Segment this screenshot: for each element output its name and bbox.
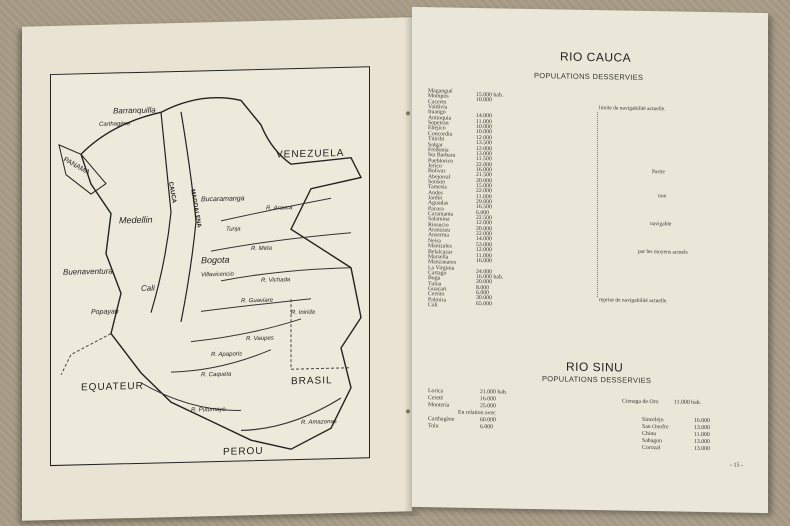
right-page: [412, 7, 768, 513]
note-reprise: reprise de navigabilité actuelle.: [599, 297, 668, 305]
label-perou: PEROU: [223, 445, 264, 458]
label-carthagene: Carthagène: [99, 121, 131, 128]
town-population: 8.000: [476, 284, 490, 291]
town-population: 16.000 hab.: [476, 273, 504, 281]
town-name: Abejorral: [428, 173, 451, 181]
list-item: [428, 423, 520, 432]
town-population: 13.000: [694, 438, 710, 446]
town-name: Salamina: [428, 216, 450, 223]
town-name: Corozal: [642, 444, 661, 452]
town-population: 16.500: [476, 204, 492, 211]
sinu-title: RIO SINU: [566, 359, 624, 375]
town-name: Valdivia: [428, 104, 448, 111]
town-name: Titiribi: [428, 136, 445, 143]
town-name: Cienaga de Oro: [622, 398, 659, 406]
town-name: Salgar: [428, 141, 443, 148]
town-population: 11.000: [476, 118, 492, 126]
label-tunja: Tunja: [226, 226, 241, 233]
town-name: Sta Barbara: [428, 152, 456, 159]
label-magdalena-river: MAGDALENA: [189, 188, 202, 229]
town-name: Guacari: [428, 286, 447, 293]
sinu-left-list: [428, 388, 520, 432]
label-buenaventura: Buenaventura: [63, 266, 113, 277]
label-r-vaupes: R. Vaupes: [246, 335, 274, 343]
label-r-inirida: R. Inirida: [291, 309, 316, 317]
sinu-subtitle: POPULATIONS DESSERVIES: [542, 374, 652, 386]
town-population: 30.000: [476, 295, 492, 302]
meta-river: [211, 233, 351, 251]
town-name: Cali: [428, 302, 438, 309]
town-name: Riosucio: [428, 221, 449, 229]
town-name: Caceres: [428, 98, 447, 106]
label-brasil: BRASIL: [291, 375, 333, 388]
town-name: San Onofre: [642, 423, 669, 431]
town-name: Lorica: [428, 388, 444, 395]
town-population: 22.000: [476, 161, 492, 168]
town-population: 16.000: [476, 257, 492, 265]
town-name: Carthagène: [428, 416, 455, 423]
label-villavicencio: Villavicencio: [200, 271, 234, 279]
label-r-arauca: R. Arauca: [266, 205, 293, 212]
town-population: 24.000: [476, 268, 492, 275]
town-population: 21.000 hab.: [480, 389, 508, 396]
label-r-guaviare: R. Guaviare: [241, 297, 274, 305]
town-name: Anserma: [428, 232, 449, 239]
town-name: Magangué: [428, 88, 453, 95]
label-bucaramanga: Bucaramanga: [200, 195, 245, 204]
town-name: Andes: [428, 189, 443, 197]
label-barranquilla: Barranquilla: [113, 105, 156, 116]
town-population: 60.000: [480, 417, 496, 424]
town-name: Jerico: [428, 163, 442, 170]
town-name: Cereté: [428, 395, 444, 402]
town-name: Palmira: [428, 296, 447, 304]
town-name: Sonson: [428, 179, 446, 186]
town-population: 15.000 hab.: [476, 92, 504, 99]
town-name: Chinu: [642, 430, 657, 438]
town-population: 12.000: [476, 220, 492, 227]
navigability-bracket: [597, 112, 598, 297]
town-population: 22.000: [476, 231, 492, 238]
town-population: 12.000: [476, 145, 492, 152]
town-population: 10.000: [476, 129, 492, 136]
town-population: 6.000: [476, 209, 490, 216]
town-population: 16.000: [480, 396, 496, 403]
town-name: Pueblorico: [428, 157, 454, 165]
note-navigable: navigable: [650, 221, 672, 228]
town-population: 13.500: [476, 140, 492, 147]
town-name: Aguadas: [428, 200, 449, 207]
town-name: Tulua: [428, 280, 442, 287]
town-population: 10.000: [476, 124, 492, 131]
town-population: 14.000: [476, 236, 492, 243]
town-name: Cerrito: [428, 291, 445, 298]
town-population: 20.000: [476, 279, 492, 286]
town-population: 13.000: [476, 150, 492, 158]
town-name: Belalcazar: [428, 248, 453, 256]
label-r-apaporis: R. Apaporis: [211, 351, 243, 359]
town-name: Marsella: [428, 254, 449, 261]
town-population: 29.000: [476, 199, 492, 206]
note-moyens: par les moyens actuels: [638, 248, 688, 256]
town-name: Buga: [428, 275, 441, 282]
ecuador-border: [61, 334, 111, 375]
town-population: 11.000: [694, 431, 710, 439]
town-name: Bolivar: [428, 168, 446, 175]
town-name: Tolu: [428, 423, 439, 430]
town-name: Montería: [428, 402, 450, 409]
town-population: 53.000: [476, 241, 492, 249]
list-item: [642, 445, 734, 454]
town-population: 13.000: [694, 424, 710, 432]
label-amazonas: R. Amazonas: [301, 419, 337, 426]
town-population: 20.000: [476, 177, 492, 184]
town-name: Caramanta: [428, 211, 454, 218]
label-equateur: EQUATEUR: [81, 380, 144, 394]
town-population: 16.000: [694, 417, 710, 425]
sinu-right-list: [642, 417, 734, 454]
town-name: Neira: [428, 237, 441, 245]
town-population: 15.000: [476, 182, 492, 190]
cauca-title: RIO CAUCA: [560, 49, 632, 65]
label-cauca-river: CAUCA: [167, 181, 177, 204]
cauca-population-table: [428, 88, 628, 309]
label-panama: PANAMA: [62, 156, 91, 177]
town-population: 22.000: [476, 188, 492, 195]
label-r-meta: R. Meta: [251, 245, 273, 253]
town-population: 20.000: [476, 225, 492, 233]
town-population: 14.000: [476, 113, 492, 120]
town-name: Aranzazu: [428, 227, 451, 234]
town-name: Jardin: [428, 195, 443, 202]
town-name: La Virginia: [428, 264, 455, 272]
town-population: 11.000: [476, 252, 492, 259]
relation-label: En relation avec: [458, 409, 496, 417]
page-number: - 15 -: [730, 462, 743, 469]
town-population: 65.000: [476, 300, 492, 307]
colombia-map: [50, 66, 370, 466]
town-name: Manizales: [428, 243, 452, 250]
label-r-caqueta: R. Caqueta: [200, 371, 232, 379]
map-drawing: [51, 67, 369, 465]
town-population: 16.000: [476, 166, 492, 174]
town-population: 10.000: [476, 97, 492, 104]
town-population: 11.000: [476, 193, 492, 200]
brasil-border: [291, 298, 351, 369]
town-name: Sopetran: [428, 120, 449, 127]
label-popayan: Popayan: [91, 308, 119, 317]
town-population: 12.000: [476, 134, 492, 142]
note-limit: limite de navigabilité actuelle.: [599, 105, 666, 113]
town-name: Tamesis: [428, 184, 447, 191]
town-name: Pacora: [428, 205, 444, 213]
town-name: Concordia: [428, 130, 453, 138]
note-non: non: [658, 193, 667, 200]
town-name: Fredonia: [428, 147, 449, 154]
cauca-subtitle: POPULATIONS DESSERVIES: [534, 71, 644, 82]
town-name: Ebejico: [428, 125, 446, 132]
table-row: [428, 302, 516, 314]
town-name: Antioquia: [428, 114, 452, 122]
magdalena-river: [181, 112, 196, 322]
label-bogota: Bogota: [200, 254, 230, 266]
list-item: [622, 399, 714, 408]
town-name: Manzanares: [428, 259, 457, 266]
town-population: 6.000: [476, 289, 490, 297]
label-r-putumayo: R. Putumayo: [190, 406, 226, 414]
town-name: Sahagun: [642, 437, 662, 445]
open-booklet: [22, 8, 764, 518]
town-population: 11.500: [476, 156, 492, 163]
town-population: 25.000: [480, 403, 496, 410]
label-venezuela: VENEZUELA: [276, 147, 345, 161]
note-partie: Partie: [652, 169, 665, 176]
town-population: 21.500: [476, 172, 492, 179]
town-name: Cartago: [428, 270, 447, 277]
left-page: [22, 17, 412, 521]
amazonas-river: [241, 398, 341, 430]
town-name: Mompos: [428, 93, 449, 100]
label-r-vichada: R. Vichada: [261, 277, 291, 284]
town-name: Sincelejo: [642, 416, 664, 424]
town-population: 22.500: [476, 215, 492, 222]
town-population: 6.000: [480, 424, 494, 431]
town-population: 12.000: [476, 247, 492, 254]
label-medellin: Medellin: [118, 214, 153, 226]
town-name: Ituango: [428, 109, 446, 116]
town-population: [476, 310, 516, 311]
town-population: 13.000: [694, 445, 710, 453]
sinu-right-top: [622, 399, 714, 408]
label-cali: Cali: [141, 283, 155, 293]
town-population: 11.000 hab.: [674, 399, 701, 406]
